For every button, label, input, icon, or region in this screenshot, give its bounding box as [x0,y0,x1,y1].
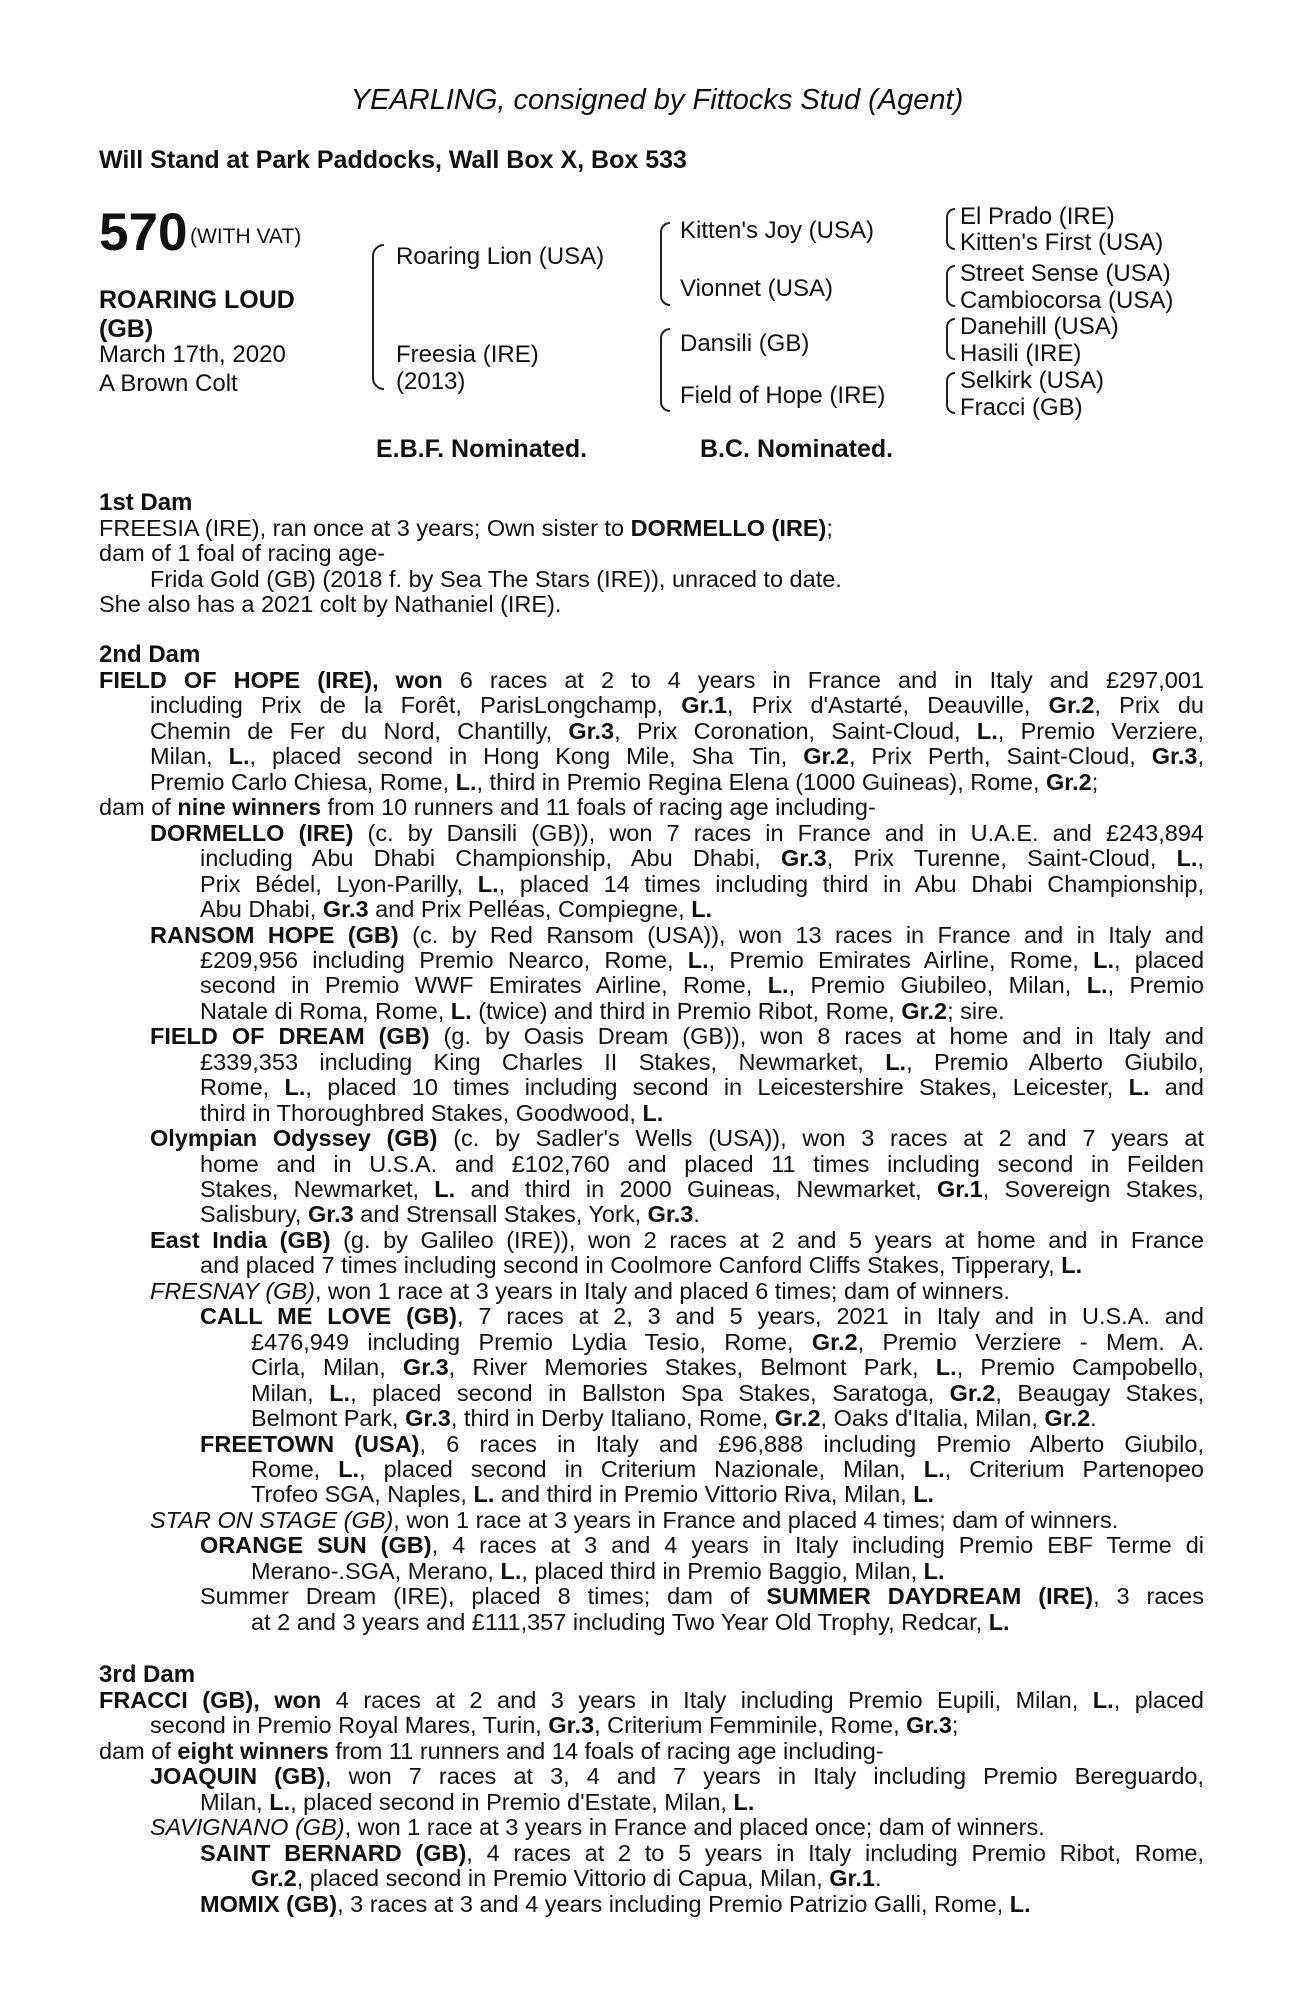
pedigree-sire: Roaring Lion (USA) [396,243,605,270]
bc-nomination: B.C. Nominated. [700,435,894,463]
third-dam-line: SAINT BERNARD (GB), 4 races at 2 to 5 years in Italy including Premio Ribot, Rome, [200,1839,1204,1866]
third-dam-line: second in Premio Royal Mares, Turin, Gr.3, Criterium Femminile, Rome, Gr.3; [150,1712,959,1739]
vat-note: (WITH VAT) [190,225,302,248]
second-dam-line: dam of nine winners from 10 runners and 11 foals of racing age including- [99,794,876,821]
first-dam-heading: 1st Dam [99,489,193,516]
second-dam-line: FIELD OF DREAM (GB) (g. by Oasis Dream (GB)), won 8 races at home and in Italy and [150,1023,1204,1050]
second-dam-line: CALL ME LOVE (GB), 7 races at 2, 3 and 5 years, 2021 in Italy and in U.S.A. and [200,1303,1204,1330]
second-dam-line: £476,949 including Premio Lydia Tesio, Rome, Gr.2, Premio Verziere - Mem. A. [251,1328,1204,1355]
second-dam-line: Merano-.SGA, Merano, L., placed third in Premio Baggio, Milan, L. [251,1557,945,1584]
pedigree-dam: Freesia (IRE) [396,341,539,368]
second-dam-line: third in Thoroughbred Stakes, Goodwood, L. [200,1099,664,1126]
first-dam-line: She also has a 2021 colt by Nathaniel (IRE). [99,591,562,618]
second-dam-line: Rome, L., placed 10 times including second in Leicestershire Stakes, Leicester, L. and [200,1074,1204,1101]
pedigree-brace [946,318,955,360]
horse-name-line1: ROARING LOUD [99,286,295,314]
second-dam-line: East India (GB) (g. by Galileo (IRE)), won 2 races at 2 and 5 years at home and in France [150,1226,1204,1253]
pedigree-dam-year: (2013) [396,368,466,395]
third-dam-line: dam of eight winners from 11 runners and 14 foals of racing age including- [99,1737,884,1764]
second-dam-line: Stakes, Newmarket, L. and third in 2000 Guineas, Newmarket, Gr.1, Sovereign Stakes, [200,1176,1204,1202]
pedigree-g7: Selkirk (USA) [960,367,1105,394]
second-dam-line: Belmont Park, Gr.3, third in Derby Italiano, Rome, Gr.2, Oaks d'Italia, Milan, Gr.2. [251,1405,1097,1432]
second-dam-line: including Abu Dhabi Championship, Abu Dhabi, Gr.3, Prix Turenne, Saint-Cloud, L., [200,845,1204,872]
second-dam-line: Summer Dream (IRE), placed 8 times; dam of SUMMER DAYDREAM (IRE), 3 races [200,1583,1204,1610]
second-dam-line: ORANGE SUN (GB), 4 races at 3 and 4 years in Italy including Premio EBF Terme di [200,1532,1204,1559]
second-dam-line: Abu Dhabi, Gr.3 and Prix Pelléas, Compiegne, L. [200,896,713,923]
pedigree-g2: Kitten's First (USA) [960,229,1164,256]
second-dam-line: STAR ON STAGE (GB), won 1 race at 3 years in France and placed 4 times; dam of winners. [150,1506,1119,1533]
consignment-header: YEARLING, consigned by Fittocks Stud (Agent) [350,84,964,116]
pedigree-sire-sire: Kitten's Joy (USA) [680,217,874,244]
third-dam-line: MOMIX (GB), 3 races at 3 and 4 years including Premio Patrizio Galli, Rome, L. [200,1890,1031,1917]
first-dam-line: dam of 1 foal of racing age- [99,540,386,567]
pedigree-dam-dam: Field of Hope (IRE) [680,382,886,409]
third-dam-line: FRACCI (GB), won 4 races at 2 and 3 years in Italy including Premio Eupili, Milan, L., placed [99,1687,1204,1713]
third-dam-line: Gr.2, placed second in Premio Vittorio di Capua, Milan, Gr.1. [251,1865,882,1892]
ebf-nomination: E.B.F. Nominated. [376,435,588,463]
pedigree-brace [660,328,670,412]
horse-info [99,340,286,398]
pedigree-brace [946,372,955,414]
horse-name-line2: (GB) [99,315,154,343]
second-dam-line: Trofeo SGA, Naples, L. and third in Premio Vittorio Riva, Milan, L. [251,1481,935,1508]
second-dam-line: and placed 7 times including second in Coolmore Canford Cliffs Stakes, Tipperary, L. [200,1252,1083,1279]
second-dam-line: second in Premio WWF Emirates Airline, Rome, L., Premio Giubileo, Milan, L., Premio [200,972,1204,999]
second-dam-line: at 2 and 3 years and £111,357 including Two Year Old Trophy, Redcar, L. [251,1608,1010,1635]
third-dam-line: JOAQUIN (GB), won 7 races at 3, 4 and 7 years in Italy including Premio Bereguardo, [150,1763,1204,1790]
pedigree-brace [946,265,955,307]
pedigree-g8: Fracci (GB) [960,394,1083,421]
pedigree-sire-dam: Vionnet (USA) [680,275,833,302]
second-dam-line: home and in U.S.A. and £102,760 and placed 11 times including second in Feilden [200,1150,1204,1177]
second-dam-line: Chemin de Fer du Nord, Chantilly, Gr.3, Prix Coronation, Saint-Cloud, L., Premio Verziere, [150,717,1204,744]
third-dam-heading: 3rd Dam [99,1661,196,1688]
second-dam-heading: 2nd Dam [99,641,201,668]
second-dam-line: Salisbury, Gr.3 and Strensall Stakes, York, Gr.3. [200,1201,700,1228]
pedigree-g6: Hasili (IRE) [960,340,1082,367]
first-dam-line: Frida Gold (GB) (2018 f. by Sea The Stars (IRE)), unraced to date. [150,565,842,592]
second-dam-line: DORMELLO (IRE) (c. by Dansili (GB)), won 7 races in France and in U.A.E. and £243,894 [150,819,1204,846]
second-dam-line: FRESNAY (GB), won 1 race at 3 years in Italy and placed 6 times; dam of winners. [150,1277,1010,1304]
third-dam-line: Milan, L., placed second in Premio d'Estate, Milan, L. [200,1788,755,1815]
pedigree-g1: El Prado (IRE) [960,203,1115,230]
horse-description: A Brown Colt [99,370,238,397]
pedigree-brace [946,208,955,250]
lot-number: 570 [99,203,188,262]
second-dam-line: including Prix de la Forêt, ParisLongchamp, Gr.1, Prix d'Astarté, Deauville, Gr.2, Prix du [150,692,1204,719]
second-dam-line: Milan, L., placed second in Hong Kong Mile, Sha Tin, Gr.2, Prix Perth, Saint-Cloud, Gr.3, [150,743,1204,770]
second-dam-line: Cirla, Milan, Gr.3, River Memories Stakes, Belmont Park, L., Premio Campobello, [251,1354,1204,1381]
pedigree-brace [372,244,384,390]
third-dam-line: SAVIGNANO (GB), won 1 race at 3 years in France and placed once; dam of winners. [150,1814,1045,1841]
pedigree-dam-sire: Dansili (GB) [680,330,810,357]
second-dam-line: £209,956 including Premio Nearco, Rome, L., Premio Emirates Airline, Rome, L., placed [200,946,1205,973]
second-dam-line: Milan, L., placed second in Ballston Spa Stakes, Saratoga, Gr.2, Beaugay Stakes, [251,1379,1204,1406]
pedigree-brace [660,222,670,306]
second-dam-line: Natale di Roma, Rome, L. (twice) and third in Premio Ribot, Rome, Gr.2; sire. [200,997,1005,1024]
second-dam-line: Olympian Odyssey (GB) (c. by Sadler's Wells (USA)), won 3 races at 2 and 7 years at [150,1125,1204,1152]
pedigree-g5: Danehill (USA) [960,313,1119,340]
second-dam-line: FREETOWN (USA), 6 races in Italy and £96,888 including Premio Alberto Giubilo, [200,1430,1204,1457]
second-dam-line: Premio Carlo Chiesa, Rome, L., third in Premio Regina Elena (1000 Guineas), Rome, Gr.2; [150,768,1099,795]
first-dam-line: FREESIA (IRE), ran once at 3 years; Own sister to DORMELLO (IRE); [99,515,833,541]
pedigree-g4: Cambiocorsa (USA) [960,287,1174,314]
horse-name [99,286,295,344]
stand-location: Will Stand at Park Paddocks, Wall Box X, Box 533 [99,146,687,174]
pedigree-g3: Street Sense (USA) [960,260,1171,287]
second-dam-line: Prix Bédel, Lyon-Parilly, L., placed 14 times including third in Abu Dhabi Championship, [200,870,1205,897]
second-dam-line: Rome, L., placed second in Criterium Nazionale, Milan, L., Criterium Partenopeo [251,1455,1204,1482]
second-dam-line: FIELD OF HOPE (IRE), won 6 races at 2 to 4 years in France and in Italy and £297,001 [99,667,1204,693]
second-dam-line: £339,353 including King Charles II Stakes, Newmarket, L., Premio Alberto Giubilo, [200,1048,1204,1075]
foaling-date: March 17th, 2020 [99,341,286,368]
second-dam-line: RANSOM HOPE (GB) (c. by Red Ransom (USA)), won 13 races in France and in Italy and [150,921,1205,948]
